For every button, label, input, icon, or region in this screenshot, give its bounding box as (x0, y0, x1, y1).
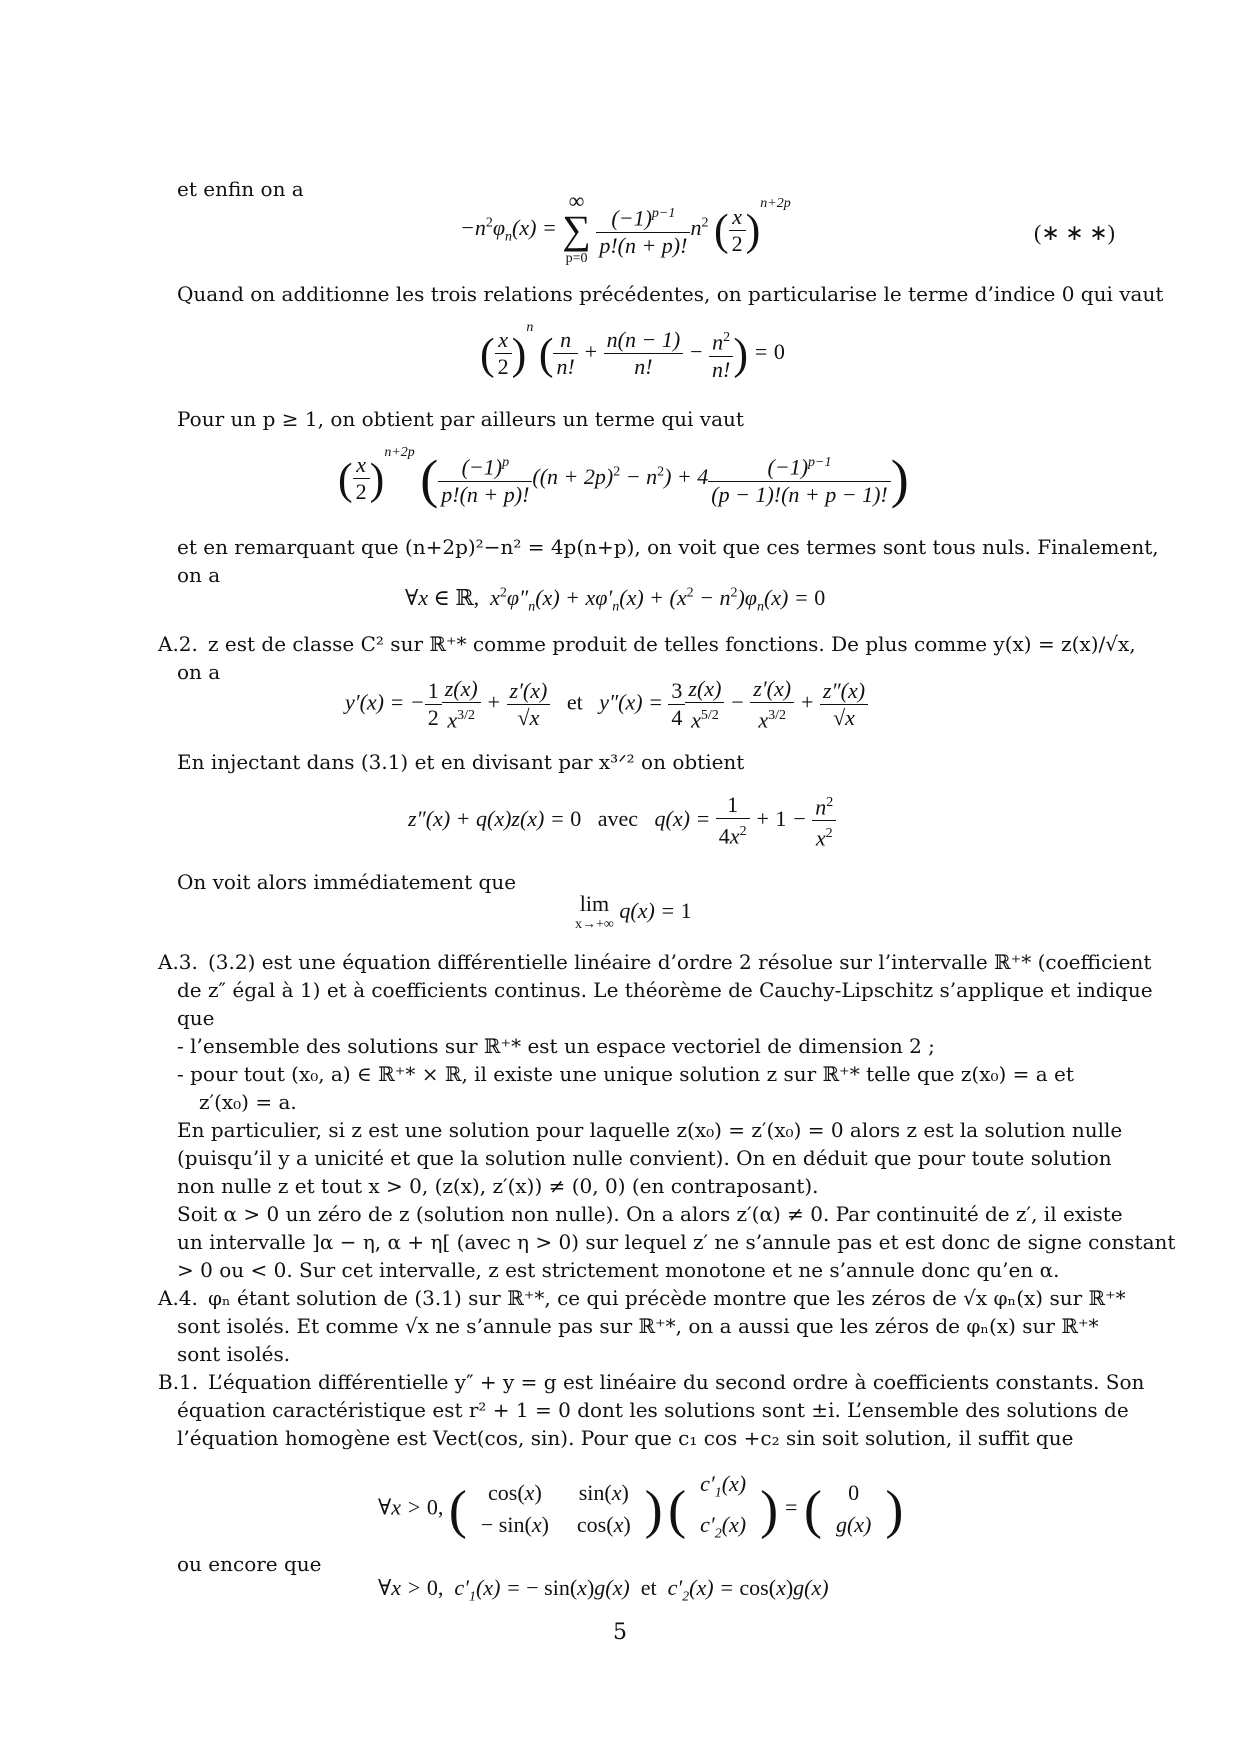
text-line: > 0 ou < 0. Sur cet intervalle, z est strictement monotone et ne s’annule donc qu’en α. (177, 1258, 1060, 1282)
text-line: z est de classe C² sur ℝ⁺* comme produit de telles fonctions. De plus comme y(x) = z(x)/√x, (208, 632, 1136, 656)
inline-connector: avec (597, 805, 639, 831)
item-label: A.3. (158, 950, 198, 974)
text-line: que (177, 1006, 215, 1030)
text-line: L’équation différentielle y″ + y = g est linéaire du second ordre à coefficients constants. Son (208, 1370, 1145, 1394)
text-line: on a (177, 563, 221, 587)
text-line: sont isolés. Et comme √x ne s’annule pas sur ℝ⁺*, on a aussi que les zéros de φₙ(x) sur ℝ⁺* (177, 1314, 1099, 1338)
inline-connector: et (566, 689, 583, 715)
equation-index-zero: ( $\frac{x}{2}$ )$^n$ ( $\frac{n}{n!}$ + $\frac{n(n - 1)}{n!}$ − $\frac{n^2}{n!}$ ) = 0 (480, 320, 785, 382)
equation-final: ∀x > 0, $c'_1(x)$ = − sin(x)g(x) et $c'_2(x) = \cos(x)g(x)$ (378, 1575, 829, 1605)
equation-tag: (∗ ∗ ∗) (1034, 220, 1115, 245)
inline-connector: et (640, 1575, 657, 1600)
list-item-continuation: z′(x₀) = a. (199, 1090, 297, 1114)
text-line: l’équation homogène est Vect(cos, sin). Pour que c₁ cos +c₂ sin soit solution, il suffit que (177, 1426, 1074, 1450)
equation-z: z″(x) + q(x)z(x) = 0 avec q(x) = $\frac{1}{4x^2}$ + 1 − $\frac{n^2}{x^2}$ (408, 790, 836, 852)
text-line: (3.2) est une équation différentielle linéaire d’ordre 2 résolue sur l’intervalle ℝ⁺* (coefficient (208, 950, 1152, 974)
text-line: (puisqu’il y a unicité et que la solution nulle convient). On en déduit que pour toute solution (177, 1146, 1112, 1170)
item-a2 (158, 630, 1136, 658)
list-item: - l’ensemble des solutions sur ℝ⁺* est un espace vectoriel de dimension 2 ; (177, 1034, 935, 1058)
item-a4 (158, 1284, 1126, 1312)
item-label: B.1. (158, 1370, 199, 1394)
text-line: de z″ égal à 1) et à coefficients continus. Le théorème de Cauchy-Lipschitz s’applique et indique (177, 978, 1153, 1002)
text-line: sont isolés. (177, 1342, 291, 1366)
equation-series: $-n^2\varphi_n(x)$ = ∞ ∑ p=0 $\frac{(-1)^{p-1}}{p!(n + p)!}$ $n^2$ ( $\frac{x}{2}$ )$^{n+2p}$ (460, 188, 791, 266)
equation-derivatives: y′(x) = − $\frac{1}{2}$ $\frac{z(x)}{x^{3/2}}$ + $\frac{z'(x)}{√x}$ et y″(x) = $\frac{3}{4}$ $\frac{z(x)}{x^{5/2}}$ − $\frac{z'(x)}{x^{3/2}}$ + $\frac{z''(x)}{√x}$ (345, 676, 868, 733)
equation-bessel: ∀x ∈ ℝ, $x^2\varphi''_n(x) + x\varphi'_n(x) + (x^2 - n^2)\varphi_n(x) = 0$ (405, 585, 826, 615)
text-line: ou encore que (177, 1552, 322, 1576)
text-line: et enfin on a (177, 177, 304, 201)
item-label: A.4. (158, 1286, 198, 1310)
text-line: un intervalle ]α − η, α + η[ (avec η > 0) sur lequel z′ ne s’annule pas et est donc de signe constant (177, 1230, 1176, 1254)
text-line: φₙ étant solution de (3.1) sur ℝ⁺*, ce qui précède montre que les zéros de √x φₙ(x) sur ℝ⁺* (208, 1286, 1126, 1310)
equation-limit: lim x→+∞ q(x) = 1 (575, 891, 692, 932)
page-number: 5 (613, 1620, 627, 1645)
item-label: A.2. (158, 632, 198, 656)
equation-matrix: ∀x > 0, ( cos(x) sin(x) − sin(x) cos(x) ) ( $c'_1(x)$ $c'_2(x)$ ) = ( 0 g(x) ) (378, 1471, 904, 1542)
text-line: équation caractéristique est r² + 1 = 0 dont les solutions sont ±i. L’ensemble des solutions de (177, 1398, 1129, 1422)
text-line: En particulier, si z est une solution pour laquelle z(x₀) = z′(x₀) = 0 alors z est la solution nulle (177, 1118, 1123, 1142)
text-line: non nulle z et tout x > 0, (z(x), z′(x)) ≠ (0, 0) (en contraposant). (177, 1174, 819, 1198)
text-line: on a (177, 660, 221, 684)
text-line: et en remarquant que (n+2p)²−n² = 4p(n+p), on voit que ces termes sont tous nuls. Finalement, (177, 535, 1159, 559)
item-b1 (158, 1368, 1144, 1396)
text-line: Soit α > 0 un zéro de z (solution non nulle). On a alors z′(α) ≠ 0. Par continuité de z′, il existe (177, 1202, 1123, 1226)
list-item: - pour tout (x₀, a) ∈ ℝ⁺* × ℝ, il existe une unique solution z sur ℝ⁺* telle que z(x₀) = a et (177, 1062, 1074, 1086)
equation-general-term: ( $\frac{x}{2}$ )$^{n+2p}$ ( $\frac{(-1)^p}{p!(n + p)!}$ $((n + 2p)^2 - n^2) + 4$ $\frac{(-1)^{p-1}}{(p - 1)!(n + p - 1)!}$ ) (338, 445, 909, 509)
text-line: Quand on additionne les trois relations précédentes, on particularise le terme d’indice 0 qui vaut (177, 282, 1164, 306)
item-a3 (158, 948, 1151, 976)
text-line: En injectant dans (3.1) et en divisant par x³ᐟ² on obtient (177, 750, 745, 774)
text-line: On voit alors immédiatement que (177, 870, 517, 894)
text-line: Pour un p ≥ 1, on obtient par ailleurs un terme qui vaut (177, 407, 744, 431)
